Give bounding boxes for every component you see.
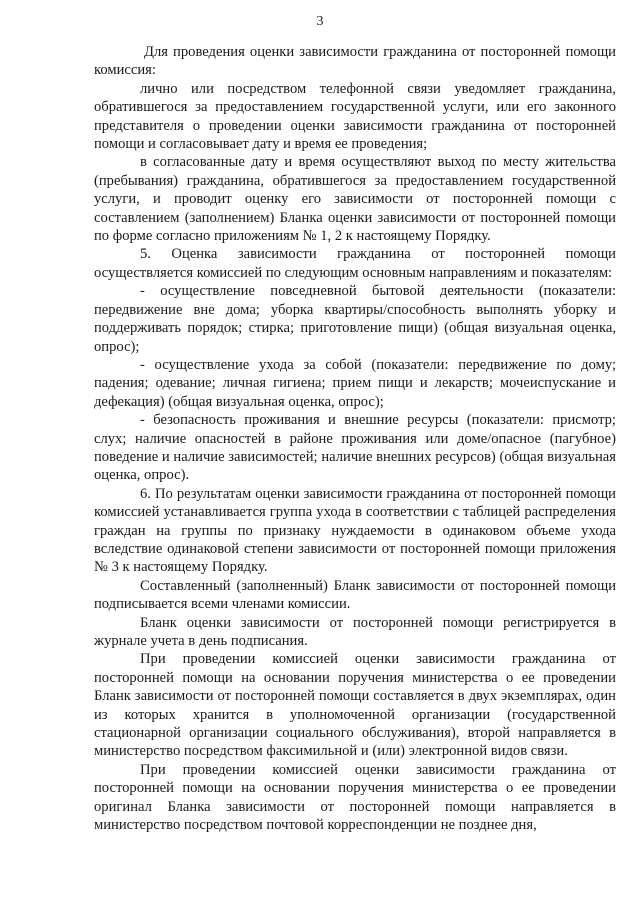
paragraph-self-care: - осуществление ухода за собой (показатели: передвижение по дому; падения; одевание; личная гигиена; прием пищи и лекарств; мочеиспускание и дефекация) (общая визуальная оценка, опрос);	[94, 356, 616, 410]
paragraph-item-6: 6. По результатам оценки зависимости гражданина от посторонней помощи комиссией устанавливается группа ухода в соответствии с таблицей распределения граждан на группы по признаку нуждаемости в одинаковом объеме ухода вследствие одинаковой степени зависимости от посторонней помощи приложения № 3 к настоящему Порядку.	[94, 485, 616, 576]
paragraph-two-copies: При проведении комиссией оценки зависимости гражданина от посторонней помощи на основании поручения министерства о ее проведении Бланк зависимости от посторонней помощи составляется в двух экземплярах, один из которых хранится в уполномоченной организации (государственной стационарной организации социального обслуживания), второй направляется в министерство посредством факсимильной и (или) электронной видов связи.	[94, 651, 616, 760]
paragraph-original-mail: При проведении комиссией оценки зависимости гражданина от посторонней помощи на основании поручения министерства о ее проведении оригинал Бланка зависимости от посторонней помощи направляется в министерство посредством почтовой корреспонденции не позднее дня,	[94, 761, 616, 834]
paragraph-item-5: 5. Оценка зависимости гражданина от посторонней помощи осуществляется комиссией по следующим основным направлениям и показателям:	[94, 246, 616, 281]
paragraph-daily-activity: - осуществление повседневной бытовой деятельности (показатели: передвижение вне дома; уборка квартиры/способность выполнять уборку и поддерживать порядок; стирка; приготовление пищи) (общая визуальная оценка, опрос);	[94, 283, 616, 355]
paragraph-notification: лично или посредством телефонной связи уведомляет гражданина, обратившегося за предоставлением государственной услуги, или его законного представителя о проведении оценки зависимости гражданина от посторонней помощи и согласовывает дату и время ее проведения;	[94, 80, 616, 153]
paragraph-commission-intro: Для проведения оценки зависимости гражданина от посторонней помощи комиссия:	[94, 44, 616, 79]
paragraph-safety: - безопасность проживания и внешние ресурсы (показатели: присмотр; слух; наличие опасностей в районе проживания или доме/опасное (пагубное) поведение и наличие зависимостей; наличие внешних ресурсов) (общая визуальная оценка, опрос).	[94, 412, 616, 484]
paragraph-form-signed: Составленный (заполненный) Бланк зависимости от посторонней помощи подписывается всеми членами комиссии.	[94, 577, 616, 613]
page-number: 3	[316, 14, 324, 29]
document-body	[94, 43, 616, 834]
paragraph-form-registered: Бланк оценки зависимости от посторонней помощи регистрируется в журнале учета в день подписания.	[94, 614, 616, 649]
paragraph-visit: в согласованные дату и время осуществляют выход по месту жительства (пребывания) гражданина, обратившегося за предоставлением государственной услуги, и проводит оценку его зависимости от посторонней помощи с составлением (заполнением) Бланка оценки зависимости от посторонней помощи по форме согласно приложениям № 1, 2 к настоящему Порядку.	[94, 154, 616, 245]
